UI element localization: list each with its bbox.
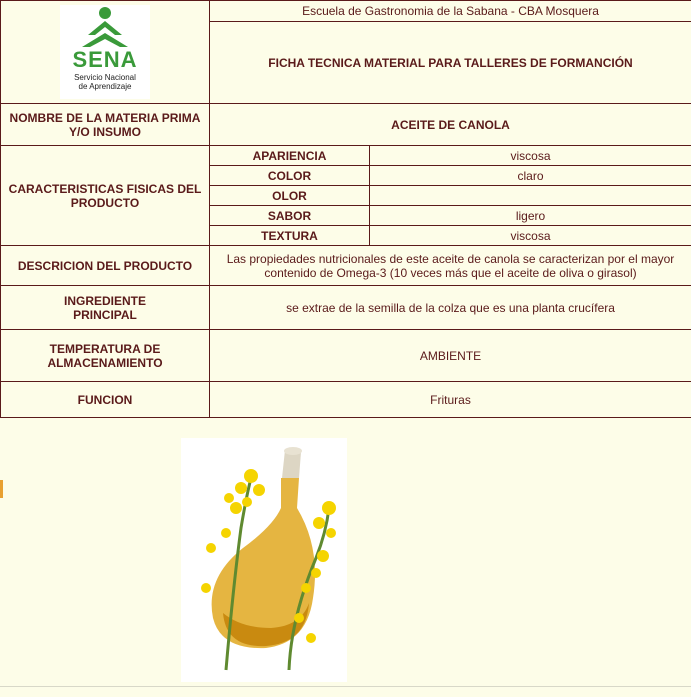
caracteristicas-label: CARACTERISTICAS FISICAS DEL PRODUCTO: [1, 146, 210, 246]
logo-subtitle-2: de Aprendizaje: [79, 82, 132, 91]
caracteristica-name: TEXTURA: [210, 226, 370, 246]
caracteristica-value: viscosa: [370, 146, 691, 166]
ingrediente-value: se extrae de la semilla de la colza que es una planta crucífera: [210, 286, 691, 330]
ingrediente-label-line1: INGREDIENTE: [5, 294, 205, 308]
school-name: Escuela de Gastronomia de la Sabana - CBA Mosquera: [210, 1, 691, 22]
caracteristica-name: SABOR: [210, 206, 370, 226]
caracteristica-value: [370, 186, 691, 206]
ingrediente-label: [1, 286, 210, 330]
canola-oil-bottle-icon: [181, 438, 347, 682]
caracteristica-name: OLOR: [210, 186, 370, 206]
canola-oil-photo: [181, 438, 347, 682]
caracteristica-name: APARIENCIA: [210, 146, 370, 166]
materia-value: ACEITE DE CANOLA: [210, 104, 691, 146]
descripcion-label: DESCRICION DEL PRODUCTO: [1, 246, 210, 286]
sena-logo-icon: [70, 5, 140, 51]
temperatura-label: TEMPERATURA DE ALMACENAMIENTO: [1, 330, 210, 382]
caracteristica-value: viscosa: [370, 226, 691, 246]
caracteristica-value: claro: [370, 166, 691, 186]
materia-label: NOMBRE DE LA MATERIA PRIMA Y/O INSUMO: [1, 104, 210, 146]
logo-subtitle-1: Servicio Nacional: [74, 73, 136, 82]
sheet-bottom-strip: [0, 686, 691, 697]
temperatura-value: AMBIENTE: [210, 330, 691, 382]
sena-logo: [60, 5, 150, 99]
caracteristica-name: COLOR: [210, 166, 370, 186]
funcion-value: Frituras: [210, 382, 691, 418]
row-marker: [0, 480, 3, 498]
document-title: FICHA TECNICA MATERIAL PARA TALLERES DE FORMANCIÓN: [210, 22, 691, 104]
funcion-label: FUNCION: [1, 382, 210, 418]
logo-word: SENA: [72, 47, 137, 73]
logo-cell: [1, 1, 210, 104]
caracteristica-value: ligero: [370, 206, 691, 226]
descripcion-value: Las propiedades nutricionales de este aceite de canola se caracterizan por el mayor contenido de Omega-3 (10 veces más que el aceite de oliva o girasol): [210, 246, 691, 286]
ingrediente-label-line2: PRINCIPAL: [5, 308, 205, 322]
